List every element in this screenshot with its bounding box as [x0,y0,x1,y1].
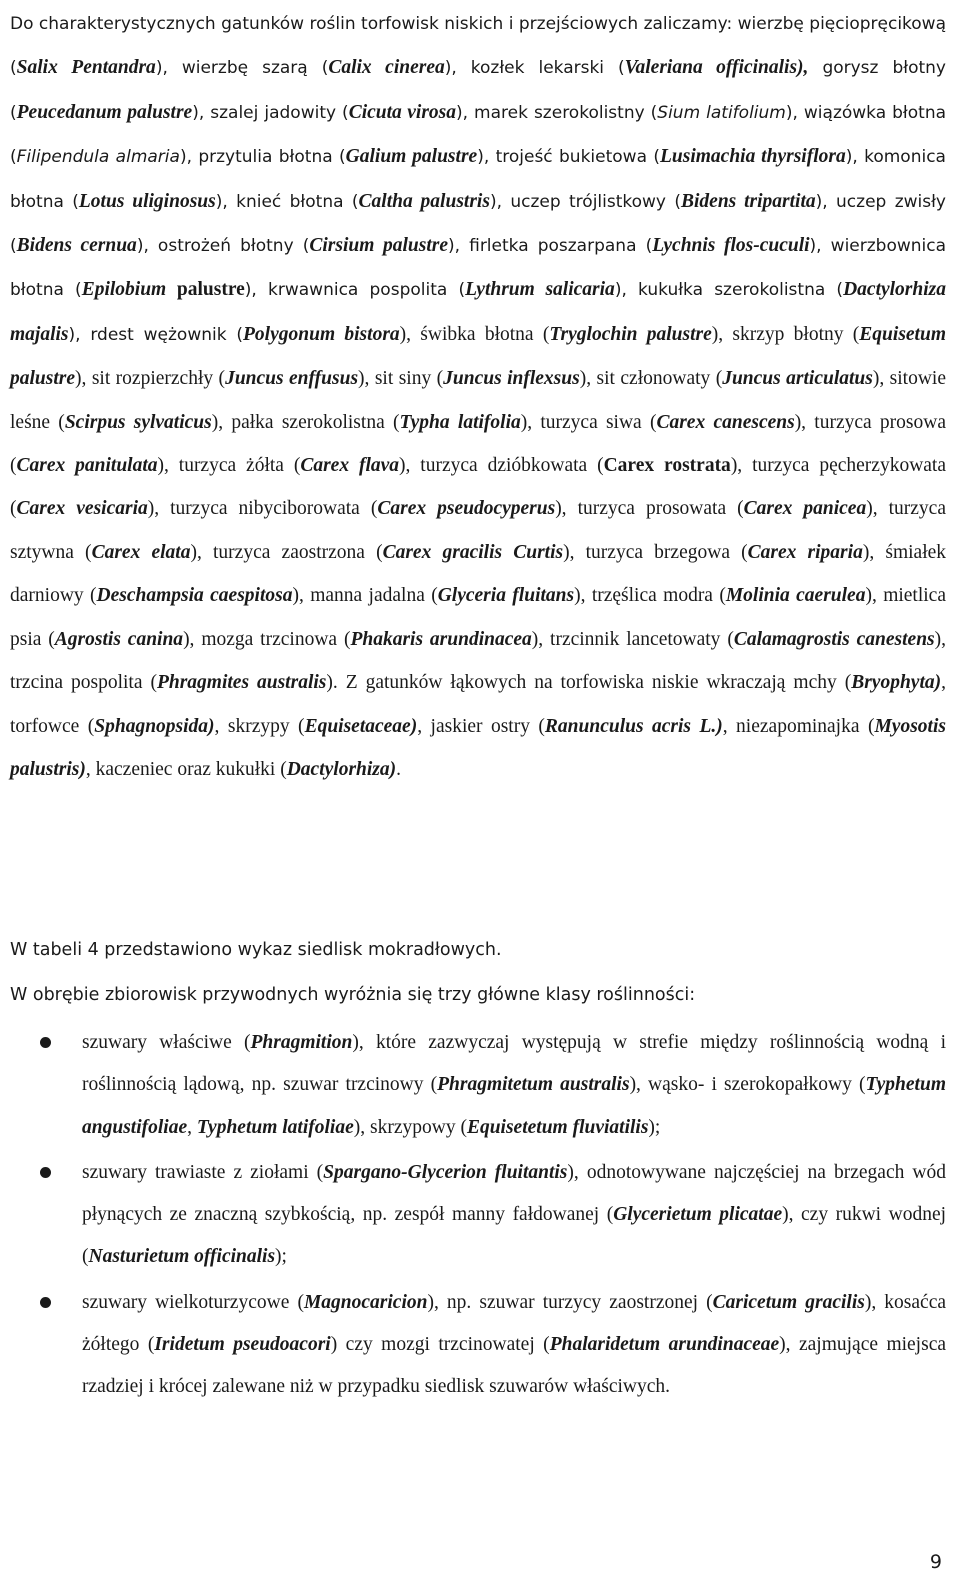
text-run: ), czy rukwi wodnej ( [82,1204,947,1268]
list-item [0,1152,946,1279]
text-run: ), śmiałek darniowy ( [10,541,947,607]
latin-name: Carex riparia [747,541,863,563]
latin-name: Magnocaricion [303,1291,428,1313]
text-run: ), sitowie leśne ( [10,368,947,433]
text-run: , jaskier ostry ( [417,715,545,737]
latin-name: Spargano-Glycerion fluitantis [323,1161,568,1183]
text-run: , skrzypy ( [214,715,305,737]
latin-name: Phalaridetum arundinaceae [549,1334,780,1356]
text-run: ), uczep zwisły ( [10,191,946,257]
latin-name: Glyceria fluitans [437,585,575,607]
latin-name: Iridetum pseudoacori [154,1334,331,1356]
latin-name: Dactylorhiza) [286,758,397,780]
text-run: ), wąsko- i szerokopałkowy ( [629,1074,866,1096]
text-run: ), turzyca sztywna ( [10,498,946,563]
text-run: ), trzcina pospolita ( [10,628,947,694]
latin-name: Agrostis canina [54,628,184,650]
latin-name: Cirsium palustre [309,235,448,257]
text-run: ), knieć błotna ( [215,191,359,212]
list-item [0,1022,946,1149]
text-run: ), trzęślica modra ( [574,585,726,607]
text-run: ), krwawnica pospolita ( [244,280,466,301]
text-run: , niezapominajka ( [722,715,875,737]
latin-name: Filipendula almaria [16,147,180,168]
latin-name: Phragmites australis [156,672,327,694]
text-run: ), sit członowaty ( [579,368,723,390]
text-run: ) czy mozgi trzcinowatej ( [330,1334,550,1356]
latin-name: Lychnis flos-cuculi [652,235,810,257]
text-run: ), komonica błotna ( [10,147,946,212]
latin-name: Lusimachia thyrsiflora [660,146,846,168]
text-run: ), np. szuwar turzycy zaostrzonej ( [427,1291,713,1313]
latin-name: Galium palustre [345,146,478,168]
latin-name: Equisetum palustre [10,323,946,390]
list-item [0,1282,946,1409]
latin-name: Carex panitulata [16,455,158,477]
text-run: ), sit siny ( [358,368,444,390]
vegetation-classes-list [0,1022,946,1412]
text-run: ), turzyca pęcherzykowata ( [10,455,947,520]
text-run: ), wierzbę szarą ( [155,58,329,79]
latin-name: Phragmition [250,1032,353,1053]
latin-name: Carex gracilis Curtis [382,541,564,563]
latin-name: Lotus uliginosus [78,190,216,212]
text-run: ), turzyca żółta ( [157,455,301,477]
text-run: ), turzyca prosowata ( [555,498,744,520]
latin-name: Carex panicea [743,498,867,520]
latin-name: Tryglochin palustre [549,323,712,345]
latin-name: Dactylorhiza majalis [10,279,946,345]
latin-name: Scirpus sylvaticus [64,411,212,433]
latin-name: Epilobium [81,279,167,301]
text-run: , kaczeniec oraz kukułki ( [85,758,287,780]
latin-name: Equisetetum fluviatilis [466,1116,649,1138]
latin-name: Polygonum bistora [243,323,400,345]
latin-name: Calix cinerea [328,57,445,79]
text-run: ), marek szerokolistny ( [456,102,658,123]
latin-name: Carex elata [91,541,191,563]
text-run: ), manna jadalna ( [292,585,438,607]
classes-intro-line: W obrębie zbiorowisk przywodnych wyróżnia się trzy główne klasy roślinności: [10,985,696,1005]
text-run: ), uczep trójlistkowy ( [489,191,681,212]
text-run: ), które zazwyczaj występują w strefie między roślinnością wodną i roślinnością lądową, np. szuwar trzcinowy ( [82,1032,946,1096]
latin-name: Bidens tripartita [681,190,816,212]
latin-name: Calamagrostis canestens [733,628,935,650]
species-paragraph [10,2,946,791]
latin-name: Typhetum angustifoliae [82,1074,946,1138]
latin-name: Ranunculus acris L.) [544,715,723,737]
text-run: ), kozłek lekarski ( [444,58,625,79]
bullet-icon [40,1167,51,1178]
text-run: , [187,1116,197,1138]
latin-name: Caltha palustris [358,190,490,212]
bullet-icon [40,1297,51,1308]
latin-name: Carex vesicaria [16,498,148,520]
latin-name: Salix Pentandra [16,57,156,79]
latin-name: Myosotis palustris) [10,715,946,780]
text-run: ), wiązówka błotna ( [10,102,947,168]
text-run: ), pałka szerokolistna ( [211,411,400,433]
latin-name: Carex canescens [656,411,795,433]
latin-name: Phakaris arundinacea [350,628,532,650]
text-run: ), wierzbownica błotna ( [10,236,947,301]
text-run: szuwary wielkoturzycowe ( [82,1291,304,1313]
latin-name: Peucedanum palustre [16,101,193,123]
text-run: ), kukułka szerokolistna ( [614,280,844,301]
text-run: ); [648,1116,661,1138]
latin-name: Molinia caerulea [725,585,866,607]
text-run: gorysz błotny ( [10,58,946,123]
text-run: ). Z gatunków łąkowych na torfowiska niskie wkraczają mchy ( [326,672,852,694]
latin-name: Carex pseudocyperus [377,498,556,520]
text-run: ), odnotowywane najczęściej na brzegach wód płynących ze znaczną szybkością, np. zespół manny fałdowanej ( [82,1161,946,1226]
table-reference-line: W tabeli 4 przedstawiono wykaz siedlisk mokradłowych. [10,940,502,960]
latin-name: Phragmitetum australis [437,1074,630,1096]
text-run: ), szalej jadowity ( [192,102,349,123]
text-run: ), turzyca prosowa ( [10,411,946,477]
text-run: szuwary trawiaste z ziołami ( [82,1161,324,1183]
latin-name: Typhetum latifoliae [196,1116,354,1138]
latin-name: Carex flava [300,455,400,477]
latin-name: palustre [166,279,245,301]
text-run: ), mozga trzcinowa ( [183,628,351,650]
text-run: ), trzcinnik lancetowaty ( [531,628,734,650]
text-run: ), świbka błotna ( [399,323,550,345]
latin-name: Carex rostrata [603,455,731,477]
page-number: 9 [929,1551,942,1573]
text-run: ); [275,1246,287,1268]
latin-name: Valeriana officinalis), [624,57,809,79]
latin-name: Cicuta virosa [348,101,457,123]
latin-name: Sphagnopsida) [94,715,215,737]
text-run: ), przytulia błotna ( [179,147,346,168]
text-run: ), turzyca zaostrzona ( [190,541,383,563]
latin-name: Typha latifolia [399,411,521,433]
text-run: ), mietlica psia ( [10,585,946,650]
latin-name: Deschampsia caespitosa [96,585,293,607]
latin-name: Juncus articulatus [722,368,873,390]
latin-name: Juncus inflexsus [443,368,580,390]
text-run: ), rdest wężownik ( [68,324,244,345]
latin-name: Sium latifolium [657,102,786,123]
text-run: ), skrzypowy ( [353,1116,467,1138]
latin-name: Bidens cernua [16,235,137,257]
latin-name: Bryophyta) [851,672,942,694]
text-run: ), zajmujące miejsca rzadziej i krócej zalewane niż w przypadku siedlisk szuwarów właściwych. [82,1334,947,1398]
text-run: ), skrzyp błotny ( [711,323,860,345]
text-run: ), sit rozpierzchły ( [75,368,226,390]
latin-name: Equisetaceae) [304,715,418,737]
text-run: ), turzyca dzióbkowata ( [399,455,604,477]
text-run: ), turzyca brzegowa ( [563,541,748,563]
text-run: ), firletka poszarpana ( [447,236,653,257]
text-run: ), kosaćca żółtego ( [82,1291,946,1356]
text-run: , torfowce ( [10,672,946,737]
latin-name: Juncus enffusus [225,368,359,390]
bullet-icon [40,1037,51,1048]
latin-name: Glycerietum plicatae [613,1204,783,1226]
text-run: . [396,758,402,780]
text-run: ), turzyca nibyciborowata ( [147,498,378,520]
text-run: ), trojeść bukietowa ( [477,147,660,168]
latin-name: Caricetum gracilis [712,1291,865,1313]
text-run: szuwary właściwe ( [82,1032,251,1053]
latin-name: Lythrum salicaria [465,279,615,301]
latin-name: Nasturietum officinalis [88,1246,276,1268]
text-run: Do charakterystycznych gatunków roślin torfowisk niskich i przejściowych zaliczamy: wierzbę pięciopręcikową ( [10,14,946,79]
text-run: ), ostrożeń błotny ( [136,236,310,257]
text-run: ), turzyca siwa ( [520,411,657,433]
